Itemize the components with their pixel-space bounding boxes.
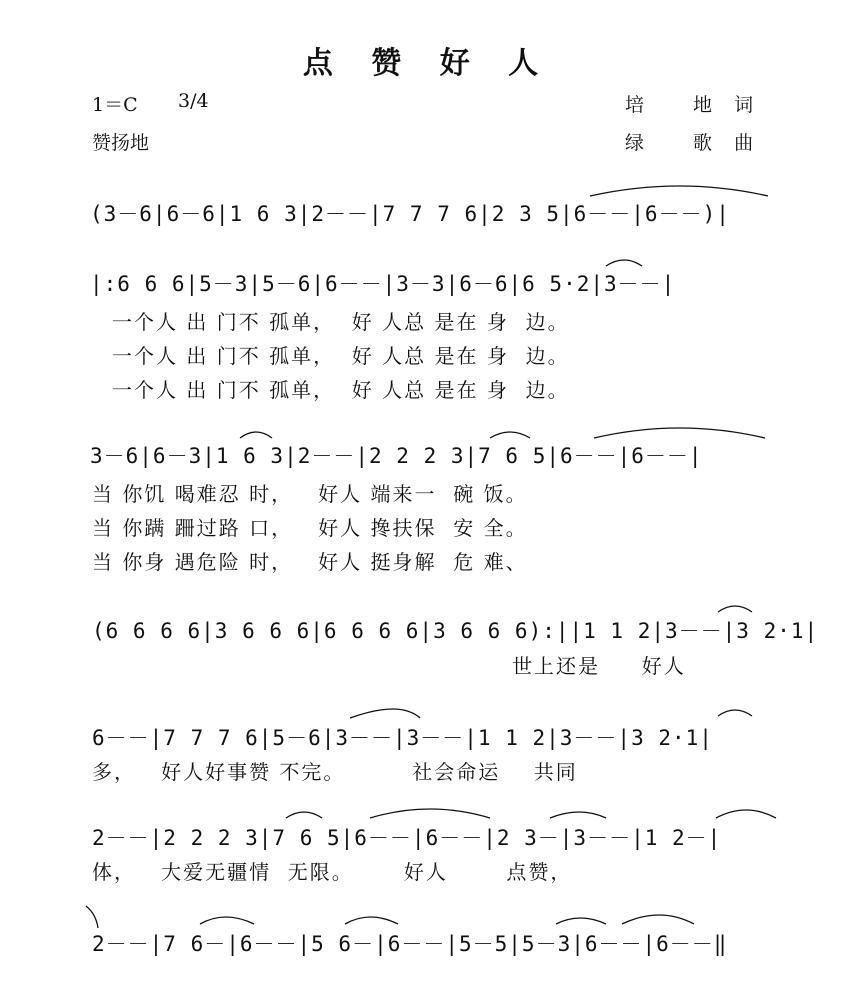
lyricist-credit: 培 地 词 [625,94,762,116]
lyric-second-3: 当 你身 遇危险 时， 好人 挺身解 危 难、 [92,550,528,574]
slur-tie [718,606,752,612]
lyric-verse-3: 一个人 出 门不 孤单， 好 人总 是在 身 边。 [112,378,570,402]
slur-tie [556,918,606,924]
slur-tie [718,710,752,716]
slur-tie [716,810,776,818]
lyric-verse-2: 一个人 出 门不 孤单， 好 人总 是在 身 边。 [112,344,570,368]
score-line-ending: 2－－|7 6－|6－－|5 6－|6－－|5－5|5－3|6－－|6－－‖ [92,932,728,956]
lyric-chorus-1: 多， 好人好事赞 不完。 社会命运 共同 [92,760,578,784]
slur-tie [350,709,420,718]
lyric-second-1: 当 你饥 喝难忍 时， 好人 端来一 碗 饭。 [92,482,528,506]
slur-tie [286,812,322,818]
slur-tie [240,432,272,438]
score-line-intro: (3－6|6－6|1 6 3|2－－|7 7 7 6|2 3 5|6－－|6－－)| [90,202,730,226]
slur-tie [86,906,98,928]
lyric-verse-1: 一个人 出 门不 孤单， 好 人总 是在 身 边。 [112,310,570,334]
score-line-verse: |:6 6 6|5－3|5－6|6－－|3－3|6－6|6 5·2|3－－| [90,272,676,296]
tempo-expression: 赞扬地 [92,132,150,154]
slur-tie [345,917,398,924]
score-line-chorus-1: 6－－|7 7 7 6|5－6|3－－|3－－|1 1 2|3－－|3 2·1| [92,726,713,750]
key-signature: 1＝C [92,94,138,116]
score-line-chorus-2: 2－－|2 2 2 3|7 6 5|6－－|6－－|2 3－|3－－|1 2－| [92,826,722,850]
slur-tie [594,428,765,438]
time-signature: 3/4 [178,90,209,112]
slur-tie [370,809,490,818]
slur-tie [550,812,606,818]
slur-tie [490,432,530,438]
composer-credit: 绿 歌 曲 [625,132,762,154]
lyric-chorus-2: 体， 大爱无疆情 无限。 好人 点赞， [92,860,573,884]
page-title: 点 赞 好 人 [302,46,553,81]
score-line-interlude: (6 6 6 6|3 6 6 6|6 6 6 6|3 6 6 6):||1 1 2|3－－|3 2·1| [92,619,819,643]
slur-tie [200,917,254,924]
slur-tie [622,915,694,924]
score-line-second: 3－6|6－3|1 6 3|2－－|2 2 2 3|7 6 5|6－－|6－－| [90,444,703,468]
slur-tie [590,186,768,196]
lyric-second-2: 当 你蹒 跚过路 口， 好人 搀扶保 安 全。 [92,516,528,540]
slur-tie [606,260,642,266]
lyric-chorus-start: 世上还是 好人 [512,654,686,678]
